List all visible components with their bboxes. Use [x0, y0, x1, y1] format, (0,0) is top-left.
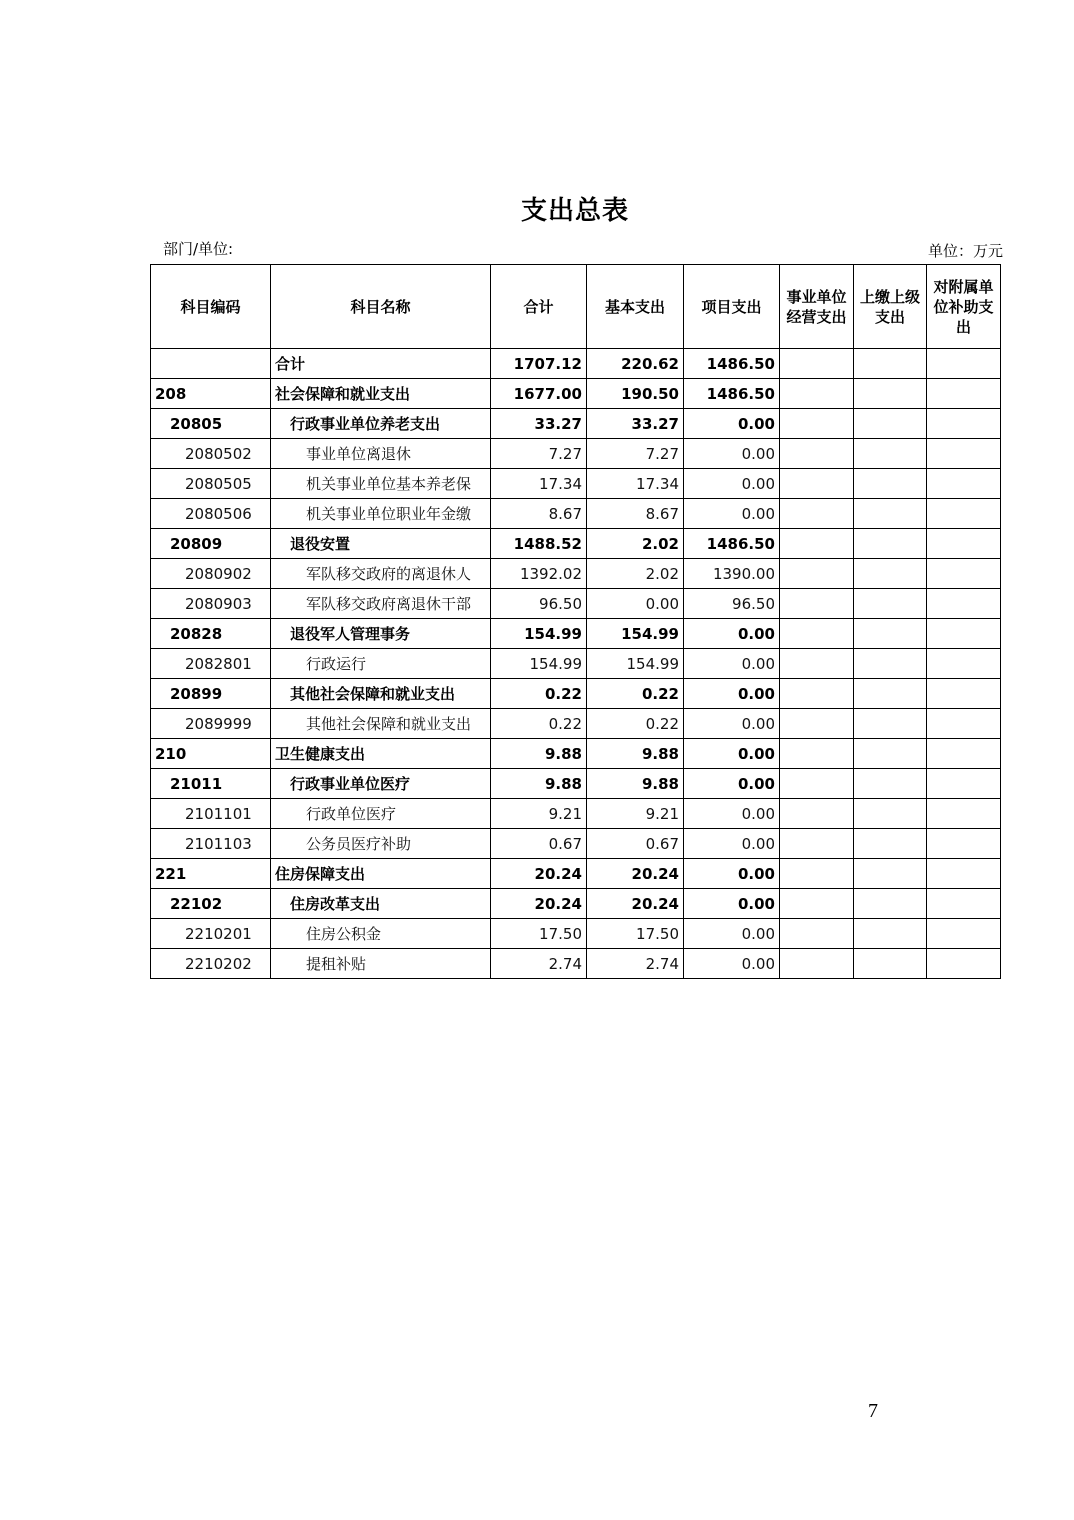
cell-business — [780, 889, 854, 919]
cell-code: 21011 — [151, 769, 271, 799]
cell-basic: 154.99 — [587, 619, 684, 649]
table-row — [151, 769, 1001, 799]
table-row — [151, 619, 1001, 649]
table-row — [151, 739, 1001, 769]
cell-basic: 9.21 — [587, 799, 684, 829]
cell-business — [780, 799, 854, 829]
cell-upper — [854, 829, 927, 859]
cell-code: 2080505 — [151, 469, 271, 499]
cell-total: 2.74 — [491, 949, 587, 979]
cell-basic: 0.67 — [587, 829, 684, 859]
cell-upper — [854, 769, 927, 799]
cell-total: 1488.52 — [491, 529, 587, 559]
cell-subsidy — [927, 559, 1001, 589]
cell-project: 0.00 — [684, 919, 780, 949]
cell-code: 2080903 — [151, 589, 271, 619]
cell-upper — [854, 499, 927, 529]
header-project: 项目支出 — [684, 265, 780, 349]
cell-upper — [854, 649, 927, 679]
header-subsidy: 对附属单位补助支出 — [927, 265, 1001, 349]
table-row — [151, 709, 1001, 739]
cell-business — [780, 859, 854, 889]
cell-name: 行政事业单位养老支出 — [271, 409, 491, 439]
cell-project: 0.00 — [684, 739, 780, 769]
cell-total: 0.22 — [491, 679, 587, 709]
cell-name: 公务员医疗补助 — [271, 829, 491, 859]
table-header-row — [151, 265, 1001, 349]
cell-total: 9.88 — [491, 739, 587, 769]
cell-basic: 2.02 — [587, 559, 684, 589]
cell-subsidy — [927, 919, 1001, 949]
cell-subsidy — [927, 889, 1001, 919]
cell-name: 社会保障和就业支出 — [271, 379, 491, 409]
cell-business — [780, 679, 854, 709]
table-row — [151, 499, 1001, 529]
cell-total: 1677.00 — [491, 379, 587, 409]
cell-upper — [854, 889, 927, 919]
cell-project: 0.00 — [684, 409, 780, 439]
cell-total: 1392.02 — [491, 559, 587, 589]
cell-business — [780, 949, 854, 979]
cell-name: 合计 — [271, 349, 491, 379]
cell-basic: 0.22 — [587, 679, 684, 709]
cell-project: 0.00 — [684, 769, 780, 799]
cell-name: 军队移交政府的离退休人 — [271, 559, 491, 589]
cell-code: 2080506 — [151, 499, 271, 529]
cell-upper — [854, 349, 927, 379]
cell-subsidy — [927, 589, 1001, 619]
cell-project: 0.00 — [684, 619, 780, 649]
cell-code: 2089999 — [151, 709, 271, 739]
cell-project: 1486.50 — [684, 529, 780, 559]
cell-basic: 17.34 — [587, 469, 684, 499]
cell-code: 20805 — [151, 409, 271, 439]
cell-upper — [854, 469, 927, 499]
cell-upper — [854, 589, 927, 619]
cell-name: 其他社会保障和就业支出 — [271, 709, 491, 739]
cell-business — [780, 409, 854, 439]
cell-project: 96.50 — [684, 589, 780, 619]
cell-basic: 20.24 — [587, 859, 684, 889]
cell-name: 住房保障支出 — [271, 859, 491, 889]
header-code: 科目编码 — [151, 265, 271, 349]
cell-name: 机关事业单位基本养老保 — [271, 469, 491, 499]
cell-subsidy — [927, 859, 1001, 889]
cell-project: 0.00 — [684, 799, 780, 829]
cell-project: 0.00 — [684, 949, 780, 979]
cell-code: 2080902 — [151, 559, 271, 589]
cell-business — [780, 739, 854, 769]
department-label: 部门/单位: — [163, 240, 234, 258]
cell-basic: 220.62 — [587, 349, 684, 379]
cell-subsidy — [927, 679, 1001, 709]
cell-subsidy — [927, 499, 1001, 529]
cell-subsidy — [927, 379, 1001, 409]
expenditure-table — [150, 264, 1001, 979]
cell-total: 0.67 — [491, 829, 587, 859]
page-number: 7 — [868, 1400, 878, 1422]
cell-name: 行政单位医疗 — [271, 799, 491, 829]
cell-basic: 0.22 — [587, 709, 684, 739]
cell-upper — [854, 799, 927, 829]
table-row — [151, 679, 1001, 709]
cell-basic: 9.88 — [587, 769, 684, 799]
cell-code: 2080502 — [151, 439, 271, 469]
cell-business — [780, 499, 854, 529]
cell-subsidy — [927, 349, 1001, 379]
cell-name: 事业单位离退休 — [271, 439, 491, 469]
cell-subsidy — [927, 799, 1001, 829]
cell-basic: 2.74 — [587, 949, 684, 979]
cell-basic: 7.27 — [587, 439, 684, 469]
cell-upper — [854, 439, 927, 469]
cell-project: 0.00 — [684, 649, 780, 679]
cell-code: 20828 — [151, 619, 271, 649]
table-row — [151, 919, 1001, 949]
cell-project: 0.00 — [684, 829, 780, 859]
table-row — [151, 649, 1001, 679]
cell-upper — [854, 379, 927, 409]
cell-upper — [854, 949, 927, 979]
cell-basic: 0.00 — [587, 589, 684, 619]
cell-total: 154.99 — [491, 649, 587, 679]
cell-business — [780, 379, 854, 409]
header-upper: 上缴上级支出 — [854, 265, 927, 349]
header-business: 事业单位经营支出 — [780, 265, 854, 349]
cell-basic: 20.24 — [587, 889, 684, 919]
table-row — [151, 379, 1001, 409]
table-row — [151, 949, 1001, 979]
cell-upper — [854, 739, 927, 769]
cell-subsidy — [927, 769, 1001, 799]
cell-project: 0.00 — [684, 499, 780, 529]
cell-name: 住房改革支出 — [271, 889, 491, 919]
cell-business — [780, 349, 854, 379]
cell-name: 退役军人管理事务 — [271, 619, 491, 649]
cell-basic: 190.50 — [587, 379, 684, 409]
cell-code: 20809 — [151, 529, 271, 559]
cell-business — [780, 649, 854, 679]
cell-upper — [854, 559, 927, 589]
cell-name: 军队移交政府离退休干部 — [271, 589, 491, 619]
table-row — [151, 439, 1001, 469]
cell-total: 0.22 — [491, 709, 587, 739]
cell-code: 208 — [151, 379, 271, 409]
cell-business — [780, 919, 854, 949]
cell-subsidy — [927, 439, 1001, 469]
cell-upper — [854, 409, 927, 439]
cell-business — [780, 829, 854, 859]
cell-total: 7.27 — [491, 439, 587, 469]
cell-total: 20.24 — [491, 889, 587, 919]
cell-upper — [854, 919, 927, 949]
cell-total: 1707.12 — [491, 349, 587, 379]
table-row — [151, 469, 1001, 499]
cell-basic: 2.02 — [587, 529, 684, 559]
cell-subsidy — [927, 529, 1001, 559]
cell-name: 行政运行 — [271, 649, 491, 679]
cell-code: 22102 — [151, 889, 271, 919]
table-row — [151, 589, 1001, 619]
cell-name: 提租补贴 — [271, 949, 491, 979]
table-row — [151, 889, 1001, 919]
cell-code: 2101101 — [151, 799, 271, 829]
cell-project: 1486.50 — [684, 349, 780, 379]
cell-total: 8.67 — [491, 499, 587, 529]
cell-subsidy — [927, 709, 1001, 739]
cell-project: 0.00 — [684, 469, 780, 499]
cell-business — [780, 469, 854, 499]
cell-name: 退役安置 — [271, 529, 491, 559]
cell-total: 20.24 — [491, 859, 587, 889]
cell-total: 9.21 — [491, 799, 587, 829]
cell-project: 1390.00 — [684, 559, 780, 589]
cell-upper — [854, 529, 927, 559]
cell-name: 机关事业单位职业年金缴 — [271, 499, 491, 529]
cell-project: 0.00 — [684, 859, 780, 889]
cell-upper — [854, 619, 927, 649]
page-title: 支出总表 — [520, 196, 629, 226]
cell-upper — [854, 709, 927, 739]
table-row — [151, 799, 1001, 829]
table-body — [151, 349, 1001, 979]
cell-total: 9.88 — [491, 769, 587, 799]
cell-business — [780, 589, 854, 619]
cell-project: 0.00 — [684, 889, 780, 919]
cell-name: 住房公积金 — [271, 919, 491, 949]
cell-code: 221 — [151, 859, 271, 889]
cell-code: 2101103 — [151, 829, 271, 859]
cell-business — [780, 769, 854, 799]
cell-total: 154.99 — [491, 619, 587, 649]
cell-total: 33.27 — [491, 409, 587, 439]
cell-total: 96.50 — [491, 589, 587, 619]
cell-total: 17.50 — [491, 919, 587, 949]
cell-code: 2210201 — [151, 919, 271, 949]
cell-name: 卫生健康支出 — [271, 739, 491, 769]
cell-subsidy — [927, 949, 1001, 979]
cell-basic: 154.99 — [587, 649, 684, 679]
cell-business — [780, 709, 854, 739]
unit-label: 单位：万元 — [927, 242, 1003, 260]
header-total: 合计 — [491, 265, 587, 349]
cell-name: 其他社会保障和就业支出 — [271, 679, 491, 709]
cell-basic: 33.27 — [587, 409, 684, 439]
cell-total: 17.34 — [491, 469, 587, 499]
cell-upper — [854, 859, 927, 889]
cell-code: 2210202 — [151, 949, 271, 979]
cell-subsidy — [927, 649, 1001, 679]
cell-business — [780, 619, 854, 649]
cell-project: 0.00 — [684, 709, 780, 739]
cell-business — [780, 439, 854, 469]
cell-subsidy — [927, 619, 1001, 649]
table-row — [151, 529, 1001, 559]
cell-code: 20899 — [151, 679, 271, 709]
cell-business — [780, 559, 854, 589]
header-name: 科目名称 — [271, 265, 491, 349]
cell-code: 2082801 — [151, 649, 271, 679]
cell-subsidy — [927, 829, 1001, 859]
header-basic: 基本支出 — [587, 265, 684, 349]
table-row — [151, 559, 1001, 589]
cell-basic: 17.50 — [587, 919, 684, 949]
table-row — [151, 859, 1001, 889]
cell-subsidy — [927, 469, 1001, 499]
cell-business — [780, 529, 854, 559]
table-row — [151, 829, 1001, 859]
cell-basic: 8.67 — [587, 499, 684, 529]
cell-upper — [854, 679, 927, 709]
table-row — [151, 409, 1001, 439]
cell-code: 210 — [151, 739, 271, 769]
cell-subsidy — [927, 409, 1001, 439]
cell-project: 0.00 — [684, 679, 780, 709]
cell-project: 1486.50 — [684, 379, 780, 409]
cell-basic: 9.88 — [587, 739, 684, 769]
table-row — [151, 349, 1001, 379]
cell-subsidy — [927, 739, 1001, 769]
cell-project: 0.00 — [684, 439, 780, 469]
cell-code — [151, 349, 271, 379]
cell-name: 行政事业单位医疗 — [271, 769, 491, 799]
